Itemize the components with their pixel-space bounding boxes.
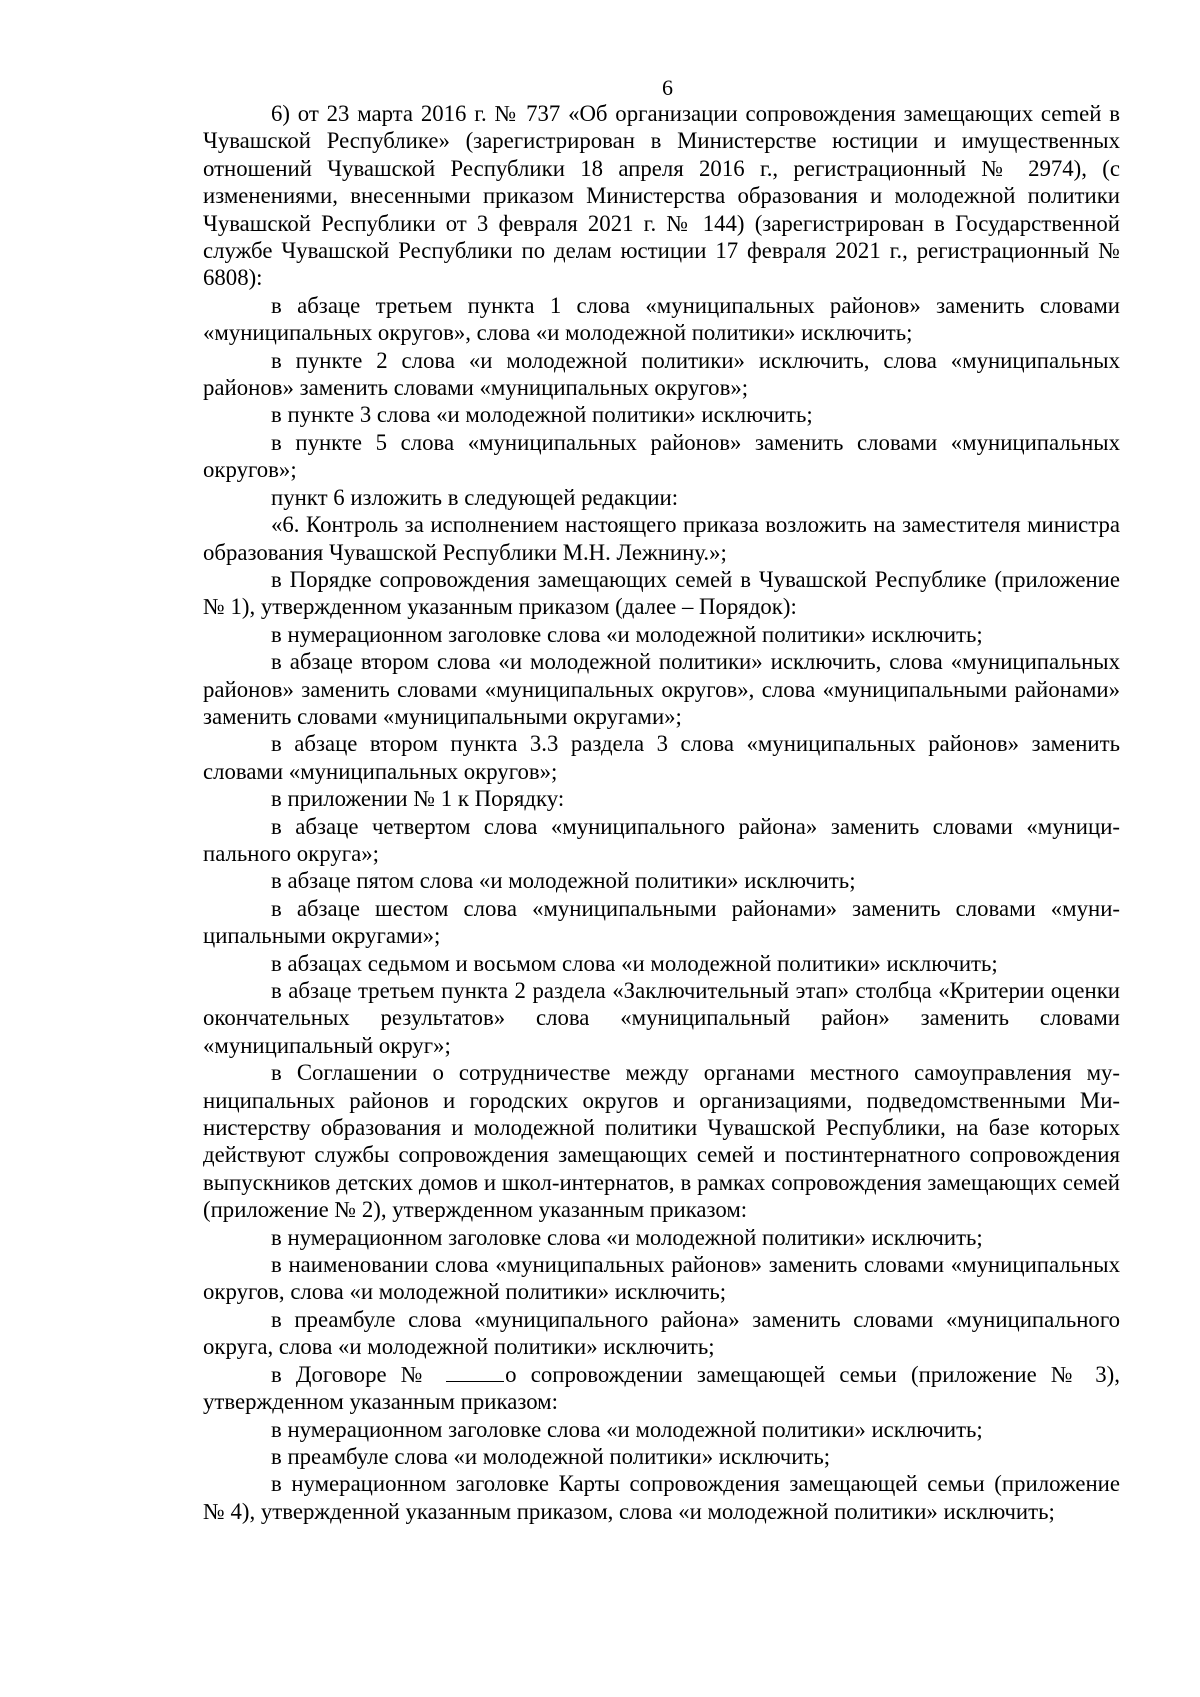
paragraph: в абзаце пятом слова «и молодежной политики» исключить; — [271, 868, 856, 894]
paragraph: в нумерационном заголовке слова «и молодежной политики» исключить; — [271, 621, 983, 647]
paragraph: пункт 6 изложить в следующей редакции: — [271, 484, 679, 510]
paragraph: в абзаце третьем пункта 1 слова «муниципальных районов» заменить словами «муниципальных округов», слова «и молодежной политики» исключить; — [203, 292, 1120, 346]
paragraph: «6. Контроль за исполнением настоящего приказа возложить на заместителя министра образования Чувашской Республики М.Н. Лежнину.»; — [203, 512, 1120, 565]
paragraph: 6) от 23 марта 2016 г. № 737 «Об организации сопровождения замещающих сеmей в Чувашской Республике» (зарегистрирован в Министерстве юстиции и имущественных отношений Чувашской Республики 18 апреля 2016 г., регистрационный № 2974), (с изменениями, внесенными приказом Министерства образования и молодежной политики Чувашской Республики от 3 февраля 2021 г. № 144) (зарегистрирован в Государственной службе Чувашской Республики по делам юстиции 17 февраля 2021 г., регистрационный № 6808): — [203, 101, 1120, 291]
paragraph: в абзаце третьем пункта 2 раздела «Заключительный этап» столбца «Критерии оценки окончательных результатов» слова «муниципальный район» заменить словами «муниципальный округ»; — [203, 978, 1120, 1058]
paragraph: в Соглашении о сотрудничестве между органами местного самоуправления муниципальных районов и городских округов и организациями, подведомственными Министерству образования и молодежной политики Чувашской Республики, на базе которых действуют службы сопровождения замещающих семей и постинтернатного сопровождения выпускников детских домов и школ-интернатов, в рамках сопровождения замещающих семей (приложение № 2), утвержденном указанным приказом: — [203, 1060, 1120, 1223]
paragraph: в абзаце втором пункта 3.3 раздела 3 слова «муниципальных районов» заменить словами «муниципальных округов»; — [203, 731, 1120, 784]
paragraph: в пункте 5 слова «муниципальных районов» заменить словами «муниципальных округов»; — [203, 429, 1120, 483]
paragraph: в нумерационном заголовке слова «и молодежной политики» исключить; — [271, 1416, 983, 1442]
paragraph: в преамбуле слова «муниципального района» заменить словами «муниципального округа, слова «и молодежной политики» исключить; — [203, 1306, 1120, 1360]
paragraph: в абзаце втором слова «и молодежной политики» исключить, слова «муниципальных районов» заменить словами «муниципальных округов», слова «муниципальными районами» заменить словами «муниципальными округами»; — [203, 649, 1120, 729]
paragraph: в пункте 2 слова «и молодежной политики» исключить, слова «муниципальных районов» заменить словами «муниципальных округов»; — [203, 347, 1120, 401]
paragraph: в приложении № 1 к Порядку: — [271, 786, 565, 812]
paragraph: в абзацах седьмом и восьмом слова «и молодежной политики» исключить; — [271, 950, 998, 976]
contract-text-after: о сопровождении замещающей семьи (приложение № 3), утвержденном указанным приказом: — [203, 1361, 1120, 1415]
paragraph: в нумерационном заголовке слова «и молодежной политики» исключить; — [271, 1224, 983, 1250]
contract-paragraph — [203, 1361, 1120, 1416]
paragraph: в абзаце четвертом слова «муниципального района» заменить словами «муниципального округа»; — [203, 813, 1120, 866]
paragraph: в нумерационном заголовке Карты сопровождения замещающей семьи (приложение № 4), утвержденной указанным приказом, слова «и молодежной политики» исключить; — [203, 1471, 1120, 1524]
paragraph: в преамбуле слова «и молодежной политики» исключить; — [271, 1443, 831, 1469]
page-number: 6 — [662, 75, 673, 100]
paragraph: в абзаце шестом слова «муниципальными районами» заменить словами «муниципальными округами»; — [203, 895, 1120, 949]
contract-number-blank — [446, 1363, 504, 1382]
paragraph: в Порядке сопровождения замещающих семей в Чувашской Республике (приложение № 1), утвержденном указанным приказом (далее – Порядок): — [203, 566, 1120, 620]
document-body — [203, 100, 1120, 1525]
contract-text-before: в Договоре № — [271, 1361, 431, 1387]
paragraph: в пункте 3 слова «и молодежной политики» исключить; — [271, 402, 813, 428]
paragraph: в наименовании слова «муниципальных районов» заменить словами «муниципальных округов, слова «и молодежной политики» исключить; — [203, 1252, 1120, 1305]
